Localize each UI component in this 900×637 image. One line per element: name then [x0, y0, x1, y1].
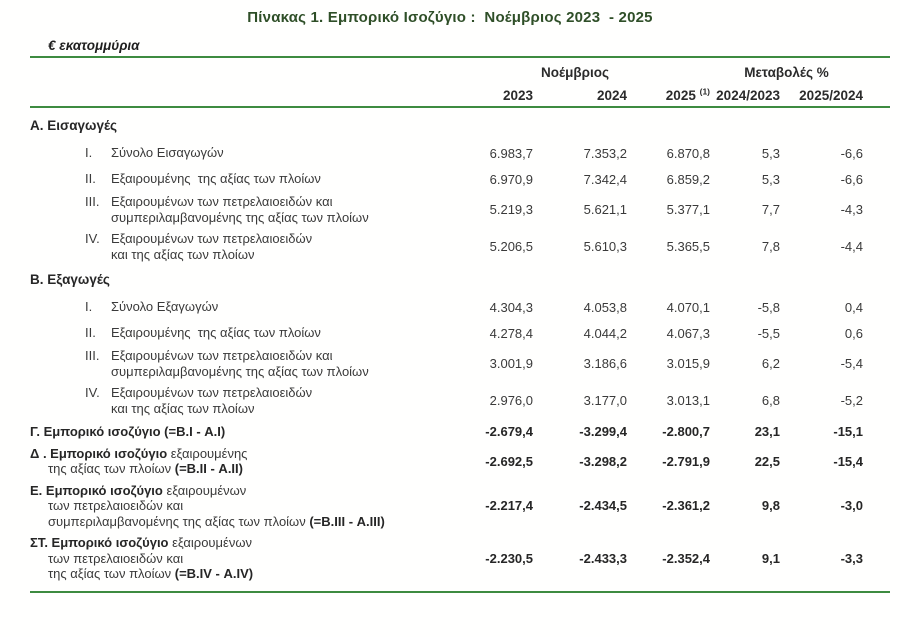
summary-label-segment: της αξίας των πλοίων — [48, 566, 175, 581]
row-B-II — [30, 324, 890, 342]
value-cell: -5,2 — [840, 393, 863, 408]
value-cell: 3.013,1 — [666, 393, 710, 408]
summary-row-C — [30, 424, 890, 440]
summary-label-segment: εξαιρουμένων — [172, 535, 252, 550]
value-cell: -5,5 — [757, 325, 780, 341]
table-title: Πίνακας 1. Εμπορικό Ισοζύγιο : Νοέμβριος 2023 - 2025 — [247, 9, 653, 26]
row-label — [30, 324, 440, 342]
summary-row-ST — [30, 535, 890, 582]
row-numeral: II. — [85, 171, 96, 186]
value-cell: 6,8 — [761, 393, 780, 408]
table-body — [30, 116, 890, 582]
row-numeral: III. — [85, 348, 100, 363]
label-line: Σύνολο Εξαγωγών — [111, 299, 219, 314]
label-line: Εξαιρουμένων των πετρελαιοειδών και — [111, 348, 333, 363]
summary-label-segment: των πετρελαιοειδών και — [48, 550, 184, 566]
row-label-lines — [111, 348, 369, 379]
value-cell: 6.983,7 — [489, 145, 533, 161]
row-label — [30, 144, 440, 162]
summary-label-line — [30, 566, 440, 582]
summary-label-segment: (=Β.IV - Α.IV) — [174, 566, 254, 581]
row-numeral: I. — [85, 299, 93, 314]
value-cell: 5.219,3 — [489, 202, 533, 217]
group-header-row — [30, 58, 863, 84]
summary-label-line — [30, 551, 440, 567]
years-header-row — [30, 84, 863, 106]
changes-group-header: Μεταβολές % — [744, 64, 829, 80]
value-cell: 6.859,2 — [666, 171, 710, 187]
row-label-lines — [111, 231, 312, 262]
year-header-2023: 2023 — [502, 87, 533, 103]
summary-label-segment: Δ . Εμπορικό ισοζύγιο — [30, 445, 171, 461]
summary-label-segment: εξαιρουμένης — [170, 445, 248, 461]
value-cell: -2.433,3 — [579, 550, 627, 566]
value-cell: 7,7 — [761, 202, 780, 217]
change-header-2024-2023: 2024/2023 — [716, 87, 780, 103]
value-cell: 4.278,4 — [489, 325, 533, 341]
value-cell: 4.044,2 — [583, 325, 627, 341]
value-cell: 0,6 — [844, 325, 863, 341]
summary-label-line — [30, 498, 440, 514]
label-line: Εξαιρουμένων των πετρελαιοειδών — [111, 231, 313, 246]
value-cell: 7.353,2 — [583, 145, 627, 161]
value-cell: -15,4 — [833, 453, 863, 469]
row-label-lines — [111, 170, 321, 188]
summary-label-segment: συμπεριλαμβανομένης της αξίας των πλοίων — [48, 513, 310, 529]
value-cell: -3.299,4 — [579, 424, 627, 440]
table-header — [30, 58, 890, 108]
row-numeral: I. — [85, 145, 93, 160]
value-cell: 5,3 — [761, 171, 780, 187]
value-cell: 3.186,6 — [583, 356, 627, 371]
summary-row-E — [30, 483, 890, 530]
value-cell: 6.870,8 — [666, 145, 710, 161]
value-cell: 9,8 — [761, 498, 780, 514]
summary-label-line — [30, 514, 440, 530]
summary-label-segment: Γ. Εμπορικό ισοζύγιο (=Β.I - Α.I) — [30, 424, 226, 439]
summary-label-segment: (=Β.III - Α.III) — [309, 513, 385, 529]
section-title-A: Α. Εισαγωγές — [30, 118, 118, 133]
value-cell: 3.177,0 — [583, 393, 627, 408]
value-cell: -3.298,2 — [579, 453, 627, 469]
value-cell: 4.070,1 — [666, 299, 710, 315]
value-cell: 4.053,8 — [583, 299, 627, 315]
summary-label-segment: ΣΤ. Εμπορικό ισοζύγιο — [30, 535, 173, 550]
row-label-lines — [111, 324, 321, 342]
value-cell: 6,2 — [761, 356, 780, 371]
value-cell: -2.791,9 — [662, 453, 710, 469]
value-cell: -2.217,4 — [485, 498, 533, 514]
row-label-lines — [111, 298, 218, 316]
row-numeral: II. — [85, 325, 96, 340]
row-numeral: III. — [85, 194, 100, 209]
unit-label: € εκατομμύρια — [48, 38, 140, 53]
value-cell: -5,8 — [757, 299, 780, 315]
value-cell: 6.970,9 — [489, 171, 533, 187]
value-cell: -15,1 — [833, 424, 863, 440]
value-cell: -2.692,5 — [485, 453, 533, 469]
label-line: Εξαιρουμένων των πετρελαιοειδών και — [111, 194, 333, 209]
value-cell: 5.206,5 — [489, 239, 533, 254]
value-cell: 9,1 — [761, 550, 780, 566]
value-cell: -2.800,7 — [662, 424, 710, 440]
row-A-I — [30, 144, 890, 162]
row-label-lines — [111, 194, 369, 225]
row-B-III — [30, 348, 890, 379]
value-cell: -6,6 — [840, 171, 863, 187]
row-label — [30, 194, 440, 225]
value-cell: 5,3 — [761, 145, 780, 161]
label-line: συμπεριλαμβανομένης της αξίας των πλοίων — [111, 209, 369, 225]
value-cell: 7.342,4 — [583, 171, 627, 187]
row-numeral: IV. — [85, 231, 100, 246]
value-cell: -2.434,5 — [579, 498, 627, 514]
summary-label-segment: της αξίας των πλοίων — [48, 461, 175, 476]
value-cell: -3,3 — [840, 550, 863, 566]
summary-row-label — [30, 424, 440, 440]
label-line: Εξαιρουμένης της αξίας των πλοίων — [111, 171, 321, 186]
value-cell: -2.352,4 — [662, 550, 710, 566]
value-cell: -2.230,5 — [485, 550, 533, 566]
value-cell: -2.361,2 — [662, 498, 710, 514]
summary-label-line — [30, 483, 440, 499]
summary-label-segment: των πετρελαιοειδών και — [48, 498, 184, 513]
value-cell: -4,4 — [840, 239, 863, 254]
label-line: Σύνολο Εισαγωγών — [111, 145, 224, 160]
summary-label-line — [30, 461, 440, 477]
value-cell: 2.976,0 — [489, 393, 533, 408]
row-A-III — [30, 194, 890, 225]
summary-label-line — [30, 424, 440, 440]
summary-label-line — [30, 535, 440, 551]
year-header-2025 — [627, 88, 710, 103]
value-cell: 3.001,9 — [489, 356, 533, 371]
value-cell: 7,8 — [761, 239, 780, 254]
value-cell: 4.304,3 — [489, 299, 533, 315]
month-group-header: Νοέμβριος — [541, 64, 609, 80]
label-line: και της αξίας των πλοίων — [111, 400, 255, 416]
summary-row-D — [30, 446, 890, 477]
summary-row-label — [30, 483, 440, 530]
row-numeral: IV. — [85, 385, 100, 400]
row-B-IV — [30, 385, 890, 416]
year-header-2024: 2024 — [596, 87, 627, 103]
row-A-IV — [30, 231, 890, 262]
label-line: και της αξίας των πλοίων — [111, 246, 255, 262]
row-label — [30, 348, 440, 379]
year-2025-text: 2025 — [665, 87, 696, 103]
label-line: Εξαιρουμένης της αξίας των πλοίων — [111, 325, 321, 340]
summary-label-segment: εξαιρουμένων — [166, 482, 247, 498]
row-label-lines — [111, 385, 312, 416]
value-cell: 0,4 — [844, 299, 863, 315]
summary-label-line — [30, 446, 440, 462]
value-cell: 5.621,1 — [583, 202, 627, 217]
label-line: Εξαιρουμένων των πετρελαιοειδών — [111, 385, 313, 400]
summary-label-segment: (=Β.II - Α.II) — [174, 461, 243, 476]
section-title-B: Β. Εξαγωγές — [30, 272, 110, 287]
value-cell: 4.067,3 — [666, 325, 710, 341]
label-line: συμπεριλαμβανομένης της αξίας των πλοίων — [111, 363, 369, 379]
summary-label-segment: Ε. Εμπορικό ισοζύγιο — [30, 482, 167, 498]
value-cell: 23,1 — [754, 424, 780, 440]
value-cell: -4,3 — [840, 202, 863, 217]
row-label — [30, 385, 440, 416]
trade-balance-table — [30, 56, 890, 593]
row-A-II — [30, 170, 890, 188]
value-cell: 3.015,9 — [666, 356, 710, 371]
value-cell: 22,5 — [754, 453, 780, 469]
value-cell: -2.679,4 — [485, 424, 533, 440]
row-label — [30, 170, 440, 188]
change-header-2025-2024: 2025/2024 — [799, 87, 863, 103]
row-label — [30, 231, 440, 262]
value-cell: -6,6 — [840, 145, 863, 161]
value-cell: 5.365,5 — [666, 239, 710, 254]
summary-row-label — [30, 446, 440, 477]
value-cell: -5,4 — [840, 356, 863, 371]
row-label-lines — [111, 144, 224, 162]
summary-row-label — [30, 535, 440, 582]
footnote-marker: (1) — [699, 86, 710, 96]
value-cell: -3,0 — [840, 498, 863, 514]
value-cell: 5.377,1 — [666, 202, 710, 217]
row-B-I — [30, 298, 890, 316]
value-cell: 5.610,3 — [583, 239, 627, 254]
row-label — [30, 298, 440, 316]
